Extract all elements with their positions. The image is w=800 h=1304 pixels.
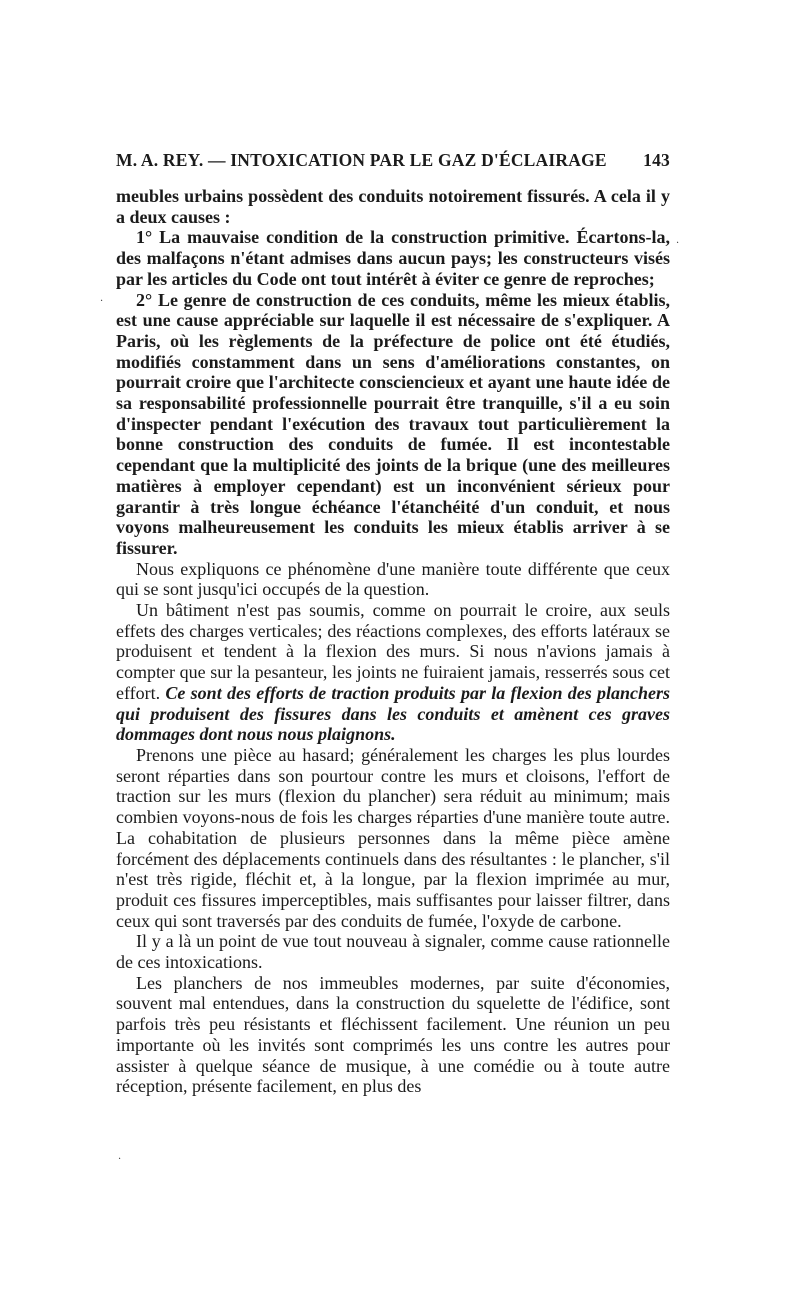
- page-number: 143: [643, 150, 670, 170]
- running-header: [116, 150, 670, 186]
- paragraph-2: 1° La mauvaise condition de la construction primitive. Écartons-la, des malfaçons n'étant admises dans aucun pays; les constructeurs visés par les articles du Code ont tout intérêt à éviter ce genre de reproches;: [116, 227, 670, 289]
- paragraph-7: Il y a là un point de vue tout nouveau à signaler, comme cause rationnelle de ces intoxications.: [116, 931, 670, 973]
- paragraph-5-text: Un bâtiment n'est pas soumis, comme on pourrait le croire, aux seuls effets des charges verticales; des réactions complexes, des efforts latéraux se produisent et tendent à la flexion des murs. Si nous n'avions jamais à compter que sur la pesanteur, les joints ne fuiraient jamais, resserrés sous cet effort.: [116, 600, 670, 703]
- body-text: [116, 186, 670, 1097]
- paragraph-1: meubles urbains possèdent des conduits notoirement fissurés. A cela il y a deux causes :: [116, 186, 670, 227]
- paragraph-4: Nous expliquons ce phénomène d'une manière toute différente que ceux qui se sont jusqu'ici occupés de la question.: [116, 558, 670, 600]
- margin-speck: ·: [100, 296, 104, 307]
- paragraph-8: Les planchers de nos immeubles modernes, par suite d'économies, souvent mal entendues, dans la construction du squelette de l'édifice, sont parfois très peu résistants et fléchissent facilement. Une réunion un peu importante où les invités sont comprimés les uns contre les autres pour assister à quelque séance de musique, à une comédie ou à toute autre réception, présente facilement, en plus des: [116, 972, 670, 1097]
- margin-speck: ·: [676, 238, 680, 249]
- paragraph-5-italic: Ce sont des efforts de traction produits par la flexion des planchers qui produisent des fissures dans les conduits et amènent ces graves dommages dont nous nous plaignons.: [116, 682, 670, 745]
- margin-speck: ·: [118, 1154, 122, 1165]
- paragraph-3: 2° Le genre de construction de ces conduits, même les mieux établis, est une cause appréciable sur laquelle il est nécessaire de s'expliquer. A Paris, où les règlements de la préfecture de police ont été étudiés, modifiés constamment dans un sens d'améliorations constantes, on pourrait croire que l'architecte consciencieux et ayant une haute idée de sa responsabilité professionnelle pourrait être tranquille, s'il a eu soin d'inspecter pendant l'exécution des travaux tout particulièrement la bonne construction des conduits de fumée. Il est incontestable cependant que la multiplicité des joints de la brique (une des meilleures matières à employer cependant) est un inconvénient sérieux pour garantir à très longue échéance l'étanchéité d'un conduit, et nous voyons malheureusement les conduits les mieux établis arriver à se fissurer.: [116, 289, 670, 558]
- running-title: M. A. REY. — INTOXICATION PAR LE GAZ D'ÉCLAIRAGE: [116, 150, 607, 170]
- page: [116, 150, 670, 1097]
- paragraph-5: [116, 600, 670, 745]
- paragraph-6: Prenons une pièce au hasard; généralement les charges les plus lourdes seront réparties dans son pourtour contre les murs et cloisons, l'effort de traction sur les murs (flexion du plancher) sera réduit au minimum; mais combien voyons-nous de fois les charges réparties d'une manière toute autre. La cohabitation de plusieurs personnes dans la même pièce amène forcément des déplacements continuels dans des résultantes : le plancher, s'il n'est très rigide, fléchit et, à la longue, par la flexion imprimée au mur, produit ces fissures imperceptibles, mais suffisantes pour laisser filtrer, dans ceux qui sont traversés par des conduits de fumée, l'oxyde de carbone.: [116, 744, 670, 931]
